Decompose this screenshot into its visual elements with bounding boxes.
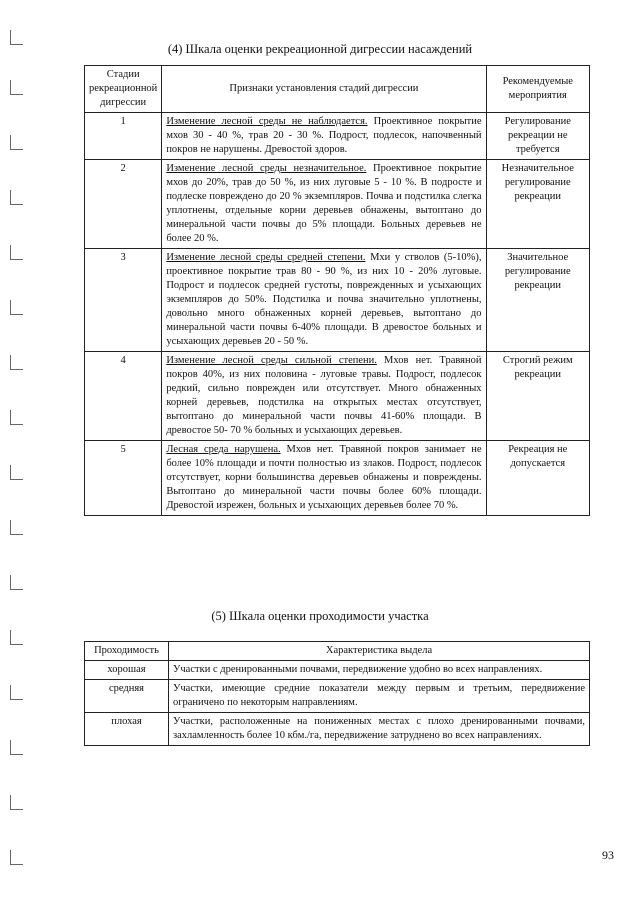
table1-title: (4) Шкала оценки рекреационной дигрессии насаждений [167, 42, 473, 56]
binding-mark [10, 685, 23, 700]
stage-signs [162, 441, 486, 516]
binding-mark [10, 850, 23, 865]
table-row [85, 680, 590, 713]
stage-measures: Регулирование рекреации не требуется [486, 113, 589, 160]
binding-mark [10, 190, 23, 205]
header-measures: Рекомендуемые мероприятия [486, 66, 589, 113]
binding-mark [10, 300, 23, 315]
binding-mark [10, 465, 23, 480]
passability-description: Участки, имеющие средние показатели между первым и третьим, передвижение ограничено по некоторым направлениям. [168, 680, 589, 713]
stage-measures: Значительное регулирование рекреации [486, 249, 589, 352]
header-passability: Проходимость [85, 642, 169, 661]
stage-number: 2 [85, 160, 162, 249]
binding-mark [10, 795, 23, 810]
stage-number: 5 [85, 441, 162, 516]
stage-sign-text: Проективное покрытие мхов 30 - 40 %, трав 20 - 30 %. Подрост, подлесок, напочвенный покров не нарушены. Древостой здоров. [166, 116, 482, 155]
recreational-digression-table [84, 65, 590, 516]
stage-measures: Строгий режим рекреации [486, 352, 589, 441]
stage-sign-title: Изменение лесной среды сильной степени. [166, 355, 377, 366]
stage-signs [162, 352, 486, 441]
page-number: 93 [602, 848, 614, 862]
header-stage: Стадии рекреационной дигрессии [85, 66, 162, 113]
stage-signs [162, 113, 486, 160]
table-header-row [85, 66, 590, 113]
binding-mark [10, 135, 23, 150]
table-row [85, 249, 590, 352]
binding-mark [10, 575, 23, 590]
passability-description: Участки, расположенные на пониженных местах с плохо дренированными почвами, захламленность более 10 кбм./га, передвижение затруднено во всех направлениях. [168, 713, 589, 746]
table-row [85, 113, 590, 160]
binding-mark [10, 630, 23, 645]
stage-signs [162, 249, 486, 352]
stage-sign-text: Мхи у стволов (5-10%), проективное покрытие трав 80 - 90 %, из них 10 - 20% луговые. Подрост и подлесок средней густоты, поврежденных и усыхающих экземпляров до 50%. Подстилка и почва значительно уплотнены, довольно много обнаженных корней деревьев, вытоптано до минеральной части почвы 6-40% площади. В древостое больных и усыхающих деревьев 20 - 50 %. [166, 252, 482, 347]
stage-sign-title: Изменение лесной среды незначительное. [166, 163, 367, 174]
binding-mark [10, 355, 23, 370]
table-row [85, 661, 590, 680]
passability-table [84, 641, 590, 746]
binding-mark [10, 410, 23, 425]
stage-sign-text: Мхов нет. Травяной покров занимает не более 10% площади и почти полностью из злаков. Подрост, подлесок отсутствует, корни большинства деревьев обнажены и повреждены. Вытоптано до минеральной части почвы более 60% площади. Древостой изрежен, больных и усыхающих деревьев более 70 %. [166, 444, 482, 511]
stage-signs [162, 160, 486, 249]
binding-mark [10, 80, 23, 95]
stage-sign-text: Мхов нет. Травяной покров 40%, из них половина - луговые травы. Подрост, подлесок редкий, сильно поврежден или отсутствует. Много обнаженных корней деревьев, подстилка на открытых местах отсутствует, вытоптано до минеральной части почвы 41-60% площади. В древостое 50- 70 % больных и усыхающих деревьев. [166, 355, 482, 436]
binding-mark [10, 520, 23, 535]
passability-level: хорошая [85, 661, 169, 680]
table-row [85, 441, 590, 516]
stage-sign-title: Изменение лесной среды средней степени. [166, 252, 366, 263]
stage-sign-text: Проективное покрытие мхов до 20%, трав до 50 %, из них луговые 5 - 10 %. В подросте и подлеске повреждено до 20 % экземпляров. Почва и подстилка слегка уплотнены, отдельные корни деревьев обнажены, вытоптано до минеральной части почвы до 5% площади. Больных деревьев не более 20 %. [166, 163, 482, 244]
binding-mark [10, 245, 23, 260]
table-row [85, 713, 590, 746]
stage-sign-title: Изменение лесной среды не наблюдается. [166, 116, 368, 127]
table-row [85, 352, 590, 441]
header-characteristic: Характеристика выдела [168, 642, 589, 661]
stage-number: 4 [85, 352, 162, 441]
passability-description: Участки с дренированными почвами, передвижение удобно во всех направлениях. [168, 661, 589, 680]
header-signs: Признаки установления стадий дигрессии [162, 66, 486, 113]
stage-measures: Рекреация не допускается [486, 441, 589, 516]
stage-measures: Незначительное регулирование рекреации [486, 160, 589, 249]
table-header-row [85, 642, 590, 661]
table-row [85, 160, 590, 249]
stage-number: 3 [85, 249, 162, 352]
passability-level: средняя [85, 680, 169, 713]
passability-level: плохая [85, 713, 169, 746]
binding-margin [0, 0, 30, 905]
stage-number: 1 [85, 113, 162, 160]
table2-title: (5) Шкала оценки проходимости участка [211, 609, 429, 623]
binding-mark [10, 740, 23, 755]
stage-sign-title: Лесная среда нарушена. [166, 444, 281, 455]
